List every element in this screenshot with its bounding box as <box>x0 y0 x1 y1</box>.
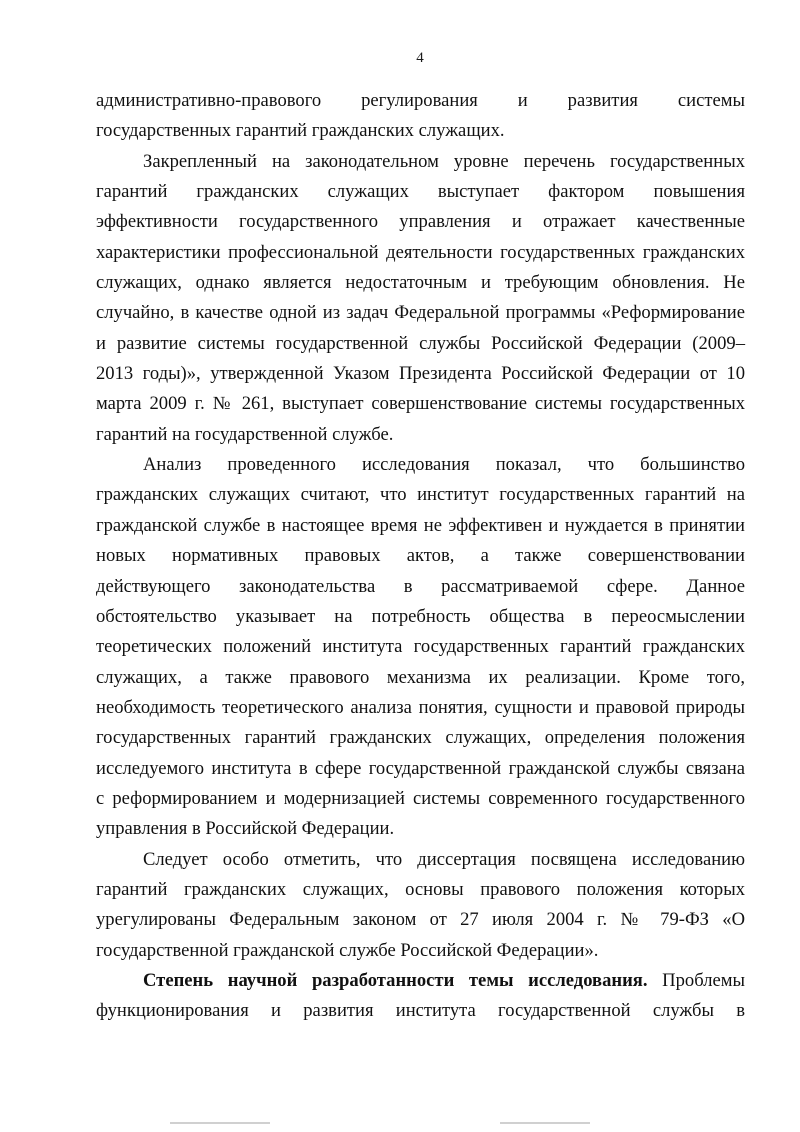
text-line: новых нормативных правовых актов, а также совершенствовании <box>96 545 745 567</box>
text-line: с реформированием и модернизацией системы современного государственного <box>96 787 745 809</box>
text-line: и развитие системы государственной службы Российской Федерации (2009– <box>96 332 745 354</box>
text-line: государственных гарантий гражданских служащих, определения положения <box>96 727 745 749</box>
text-line: необходимость теоретического анализа понятия, сущности и правовой природы <box>96 696 745 718</box>
text-line: гарантий гражданских служащих, основы правового положения которых <box>96 878 745 900</box>
text-line: Анализ проведенного исследования показал, что большинство <box>143 454 745 476</box>
text-line: обстоятельство указывает на потребность общества в переосмыслении <box>96 605 745 627</box>
text-line: эффективности государственного управления и отражает качественные <box>96 211 745 233</box>
text-line: Следует особо отметить, что диссертация посвящена исследованию <box>143 848 745 870</box>
body-text <box>96 86 745 1027</box>
text-line: управления в Российской Федерации. <box>96 818 395 840</box>
text-line: гражданской службе в настоящее время не эффективен и нуждается в принятии <box>96 514 745 536</box>
text-line: действующего законодательства в рассматриваемой сфере. Данное <box>96 575 745 597</box>
text-line: функционирования и развития института государственной службы в <box>96 1000 745 1022</box>
text-line: служащих, однако является недостаточным и требующим обновления. Не <box>96 272 745 294</box>
text-line: исследуемого института в сфере государственной гражданской службы связана <box>96 757 745 779</box>
text-line: случайно, в качестве одной из задач Федеральной программы «Реформирование <box>96 302 745 324</box>
scan-artifact-line <box>170 1122 270 1124</box>
text-line: теоретических положений института государственных гарантий гражданских <box>96 636 745 658</box>
text-line: марта 2009 г. № 261, выступает совершенствование системы государственных <box>96 393 745 415</box>
text-line: 2013 годы)», утвержденной Указом Президента Российской Федерации от 10 <box>96 363 745 385</box>
text-line <box>96 966 745 996</box>
text-line: урегулированы Федеральным законом от 27 июля 2004 г. № 79-ФЗ «О <box>96 909 745 931</box>
text-line: государственных гарантий гражданских служащих. <box>96 120 505 142</box>
scan-artifact-line <box>500 1122 590 1124</box>
page-number: 4 <box>416 50 424 66</box>
text-line: гарантий на государственной службе. <box>96 423 394 445</box>
text-line: государственной гражданской службе Российской Федерации». <box>96 939 599 961</box>
text-line: административно-правового регулирования и развития системы <box>96 90 745 111</box>
section-heading: Степень научной разработанности темы исследования. <box>143 969 648 991</box>
text-line: Закрепленный на законодательном уровне перечень государственных <box>143 150 745 172</box>
text-line: гражданских служащих считают, что институт государственных гарантий на <box>96 484 745 506</box>
text-fragment: Проблемы <box>647 969 745 991</box>
text-line: гарантий гражданских служащих выступает фактором повышения <box>96 181 745 203</box>
text-line: характеристики профессиональной деятельности государственных гражданских <box>96 241 745 263</box>
text-line: служащих, а также правового механизма их реализации. Кроме того, <box>96 666 745 688</box>
